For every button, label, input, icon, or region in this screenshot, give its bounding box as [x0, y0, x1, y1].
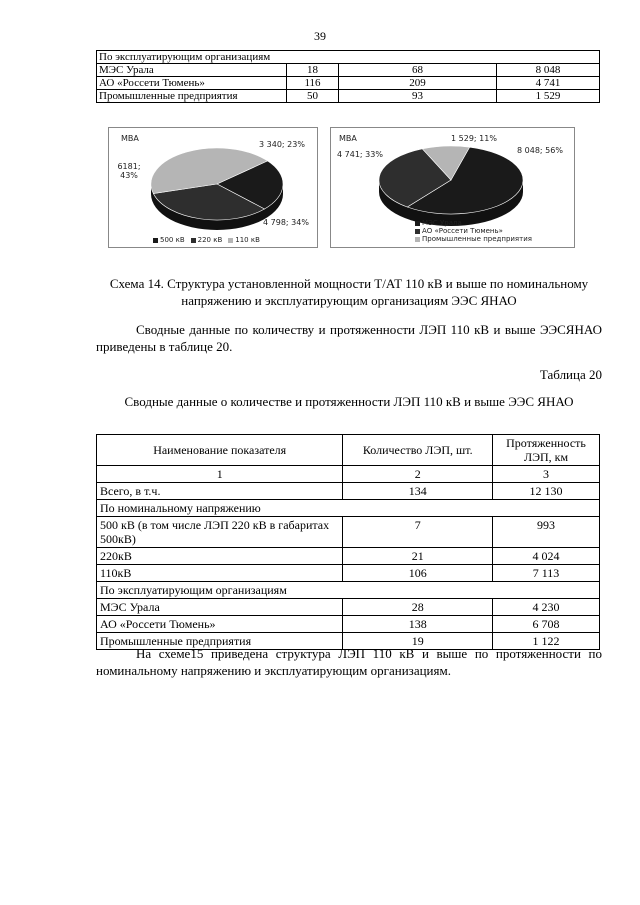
cell: 138 [343, 616, 493, 633]
paragraph: На схеме15 приведена структура ЛЭП 110 кВ и выше по протяженности по номинальному напряжению и эксплуатирующим организациям. [96, 646, 602, 678]
table-row [97, 51, 600, 64]
cell: 4 741 [497, 77, 600, 90]
table-row [97, 517, 600, 548]
table-row [97, 77, 600, 90]
legend-item [228, 236, 260, 244]
legend-item [153, 236, 185, 244]
cell: 116 [287, 77, 339, 90]
data-label-industrial: 1 529; 11% [451, 134, 497, 143]
legend-swatch [153, 238, 158, 243]
table-row [97, 599, 600, 616]
chart-organizations [330, 127, 575, 248]
legend-label: 110 кВ [235, 236, 260, 244]
page-number: 39 [314, 29, 326, 43]
legend-item [415, 235, 532, 243]
cell: 19 [343, 633, 493, 650]
cell: 4 024 [493, 548, 600, 565]
row-name: 220кВ [97, 548, 343, 565]
data-label-220kv: 4 798; 34% [263, 218, 309, 227]
column-number: 1 [97, 466, 343, 483]
cell: 993 [493, 517, 600, 548]
table-row [97, 500, 600, 517]
data-label-mes-urala: 8 048; 56% [517, 146, 563, 155]
legend-label: 220 кВ [197, 236, 223, 244]
legend-item [415, 227, 532, 235]
cell: 106 [343, 565, 493, 582]
cell: 8 048 [497, 64, 600, 77]
data-label-rosseti: 4 741; 33% [337, 150, 383, 159]
row-name: Промышленные предприятия [97, 633, 343, 650]
chart-legend [153, 236, 260, 244]
cell: 93 [339, 90, 497, 103]
row-name: МЭС Урала [97, 64, 287, 77]
table-header-row [97, 435, 600, 466]
table-row [97, 565, 600, 582]
column-number: 2 [343, 466, 493, 483]
section-row: По номинальному напряжению [97, 500, 600, 517]
cell: 1 122 [493, 633, 600, 650]
column-header: Наименование показателя [97, 435, 343, 466]
row-name: 110кВ [97, 565, 343, 582]
data-label-110kv: 6181; 43% [117, 162, 141, 180]
table-title: Сводные данные о количестве и протяженности ЛЭП 110 кВ и выше ЭЭС ЯНАО [124, 394, 574, 409]
legend-swatch [415, 237, 420, 242]
row-name: АО «Россети Тюмень» [97, 616, 343, 633]
legend-label: 500 кВ [160, 236, 185, 244]
cell: 1 529 [497, 90, 600, 103]
table-row [97, 466, 600, 483]
chart-unit-label: МВА [339, 134, 357, 143]
cell: 28 [343, 599, 493, 616]
row-name: 500 кВ (в том числе ЛЭП 220 кВ в габаритах 500кВ) [97, 517, 343, 548]
paragraph: Сводные данные по количеству и протяженности ЛЭП 110 кВ и выше ЭЭСЯНАО приведены в таблице 20. [96, 322, 602, 354]
cell: 12 130 [493, 483, 600, 500]
legend-swatch [191, 238, 196, 243]
legend-label: Промышленные предприятия [422, 235, 532, 243]
legend-swatch [415, 221, 420, 226]
cell: 4 230 [493, 599, 600, 616]
row-name: АО «Россети Тюмень» [97, 77, 287, 90]
row-name: Промышленные предприятия [97, 90, 287, 103]
chart-unit-label: МВА [121, 134, 139, 143]
figure-caption: Схема 14. Структура установленной мощности Т/АТ 110 кВ и выше по номинальному напряжению и эксплуатирующим организациям ЭЭС ЯНАО [109, 276, 589, 308]
legend-swatch [228, 238, 233, 243]
column-number: 3 [493, 466, 600, 483]
legend-swatch [415, 229, 420, 234]
cell: 18 [287, 64, 339, 77]
table-row [97, 90, 600, 103]
cell: 21 [343, 548, 493, 565]
cell: 7 113 [493, 565, 600, 582]
top-table [96, 50, 600, 103]
table-row [97, 582, 600, 599]
cell: 7 [343, 517, 493, 548]
section-row: По эксплуатирующим организациям [97, 582, 600, 599]
table-row [97, 64, 600, 77]
table-row [97, 616, 600, 633]
legend-label: МЭС Урала [422, 219, 462, 227]
lines-summary-table [96, 434, 600, 650]
row-name: Всего, в т.ч. [97, 483, 343, 500]
cell: 68 [339, 64, 497, 77]
legend-item [191, 236, 223, 244]
cell: 50 [287, 90, 339, 103]
table-label: Таблица 20 [539, 367, 602, 382]
cell: 6 708 [493, 616, 600, 633]
table-row [97, 483, 600, 500]
legend-label: АО «Россети Тюмень» [422, 227, 503, 235]
legend-item [415, 219, 532, 227]
chart-legend [415, 219, 532, 243]
column-header: Количество ЛЭП, шт. [343, 435, 493, 466]
column-header: Протяженность ЛЭП, км [493, 435, 600, 466]
table-row [97, 548, 600, 565]
cell: 134 [343, 483, 493, 500]
section-row: По эксплуатирующим организациям [97, 51, 600, 64]
data-label-500kv: 3 340; 23% [259, 140, 305, 149]
row-name: МЭС Урала [97, 599, 343, 616]
cell: 209 [339, 77, 497, 90]
chart-voltage [108, 127, 318, 248]
